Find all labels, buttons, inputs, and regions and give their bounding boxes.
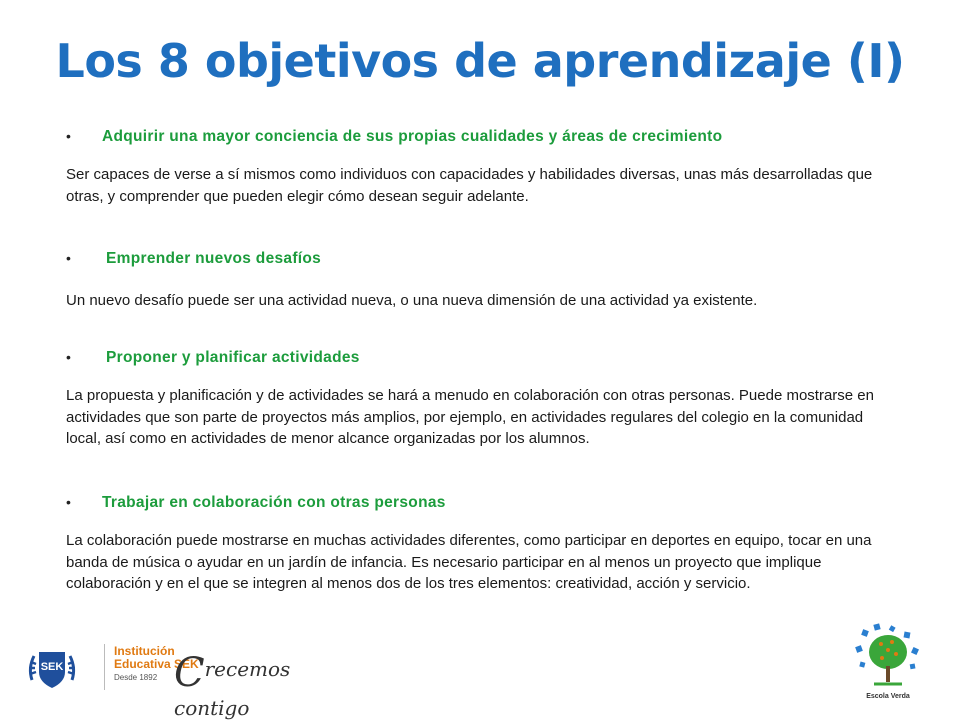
sek-logo [24, 640, 344, 720]
tree-icon [852, 622, 924, 688]
logo-divider [104, 644, 105, 690]
institution-line-2: Educativa SEK [114, 657, 199, 671]
institution-year: Desde 1892 [114, 673, 158, 682]
objective-heading: Emprender nuevos desafíos [106, 250, 322, 267]
objective-1 [66, 128, 896, 207]
slide-title: Los 8 objetivos de aprendizaje (I) [55, 34, 905, 88]
institution-line-1: Institución [114, 644, 175, 658]
objective-text: La colaboración puede mostrarse en muchas actividades diferentes, como participar en deportes en equipo, tocar en una banda de música o ayudar en un jardín de infancia. Es necesario participar en al menos un proyecto que implique colaboración y en el que se integren al menos dos de los tres elementos: creatividad, acción y servicio. [66, 532, 872, 592]
objective-heading: Adquirir una mayor conciencia de sus propias cualidades y áreas de crecimiento [102, 128, 723, 145]
objective-text: La propuesta y planificación y de actividades se hará a menudo en colaboración con otras personas. Puede mostrarse en actividades que son parte de proyectos más amplios, por ejemplo, en actividades regulares del colegio en la comunidad local, así como en actividades de menor alcance organizadas por los alumnos. [66, 387, 874, 447]
bullet-icon: • [66, 250, 71, 266]
motto-text: recemos contigo [174, 657, 291, 720]
objective-4 [66, 494, 896, 595]
objective-text: Un nuevo desafío puede ser una actividad nueva, o una nueva dimensión de una actividad ya existente. [66, 292, 758, 309]
sek-abbrev: SEK [40, 661, 64, 673]
objective-text: Ser capaces de verse a sí mismos como individuos con capacidades y habilidades diversas, unas más desarrolladas que otras, y comprender que pueden elegir cómo desean seguir adelante. [66, 166, 873, 205]
objective-heading: Trabajar en colaboración con otras personas [102, 494, 446, 511]
objective-2 [66, 250, 896, 312]
sek-shield-icon [24, 640, 80, 696]
bullet-icon: • [66, 349, 71, 365]
motto [174, 650, 344, 720]
escola-verda-logo [852, 622, 924, 700]
motto-initial: C [174, 650, 205, 696]
objective-heading: Proponer y planificar actividades [106, 349, 360, 366]
bullet-icon: • [66, 128, 71, 144]
escola-verda-label: Escola Verda [866, 693, 910, 700]
bullet-icon: • [66, 494, 71, 510]
objective-3 [66, 349, 896, 450]
